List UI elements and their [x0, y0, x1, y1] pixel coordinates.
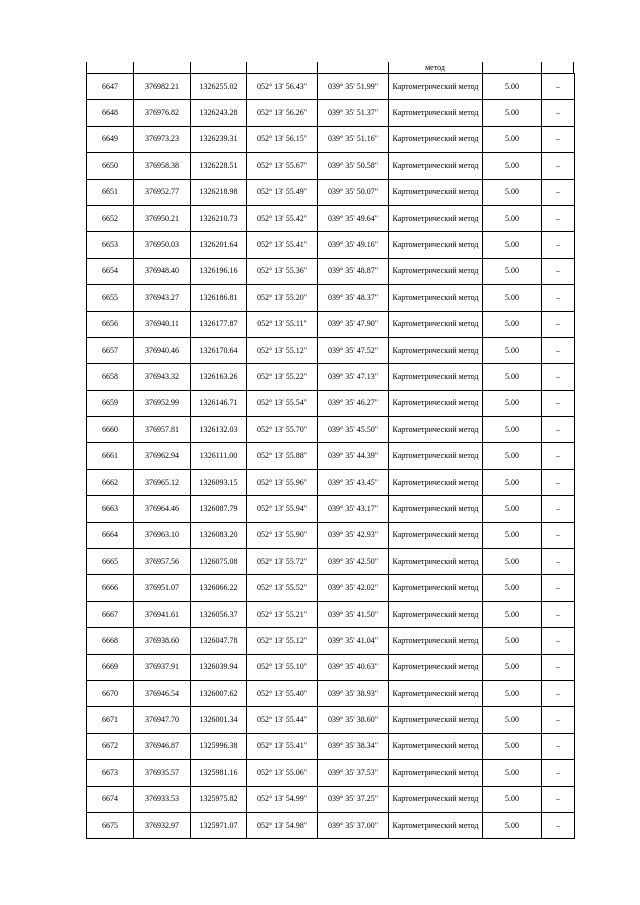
accuracy-cell: 5.00	[483, 575, 542, 601]
x-coordinate-cell: 376962.94	[134, 443, 191, 469]
y-coordinate-cell: 1326056.37	[191, 601, 247, 627]
y-coordinate-cell: 1325971.07	[191, 812, 247, 838]
method-cell: Картометрический метод	[389, 654, 483, 680]
longitude-cell: 039° 35' 41.04"	[318, 628, 389, 654]
latitude-cell: 052° 13' 55.12"	[247, 628, 318, 654]
x-coordinate-cell: 376950.03	[134, 232, 191, 258]
note-cell: –	[542, 733, 575, 759]
note-cell: –	[542, 232, 575, 258]
accuracy-cell: 5.00	[483, 628, 542, 654]
latitude-cell: 052° 13' 54.99"	[247, 786, 318, 812]
longitude-cell: 039° 35' 37.00"	[318, 812, 389, 838]
table-row	[87, 733, 575, 759]
y-coordinate-cell: 1326007.62	[191, 680, 247, 706]
method-cell: Картометрический метод	[389, 443, 483, 469]
latitude-cell: 052° 13' 55.67"	[247, 153, 318, 179]
method-cell: Картометрический метод	[389, 258, 483, 284]
longitude-cell: 039° 35' 44.39"	[318, 443, 389, 469]
table-row	[87, 258, 575, 284]
table-row	[87, 601, 575, 627]
latitude-cell: 052° 13' 55.40"	[247, 680, 318, 706]
note-cell: –	[542, 760, 575, 786]
accuracy-cell: 5.00	[483, 733, 542, 759]
note-cell: –	[542, 311, 575, 337]
coordinates-table	[86, 73, 575, 839]
point-number-cell: 6675	[87, 812, 134, 838]
longitude-cell: 039° 35' 43.45"	[318, 469, 389, 495]
note-cell: –	[542, 522, 575, 548]
point-number-cell: 6657	[87, 337, 134, 363]
longitude-cell: 039° 35' 37.25"	[318, 786, 389, 812]
point-number-cell: 6651	[87, 179, 134, 205]
y-coordinate-cell: 1325981.16	[191, 760, 247, 786]
accuracy-cell: 5.00	[483, 285, 542, 311]
method-cell: Картометрический метод	[389, 74, 483, 100]
table-row	[87, 153, 575, 179]
note-cell: –	[542, 680, 575, 706]
point-number-cell: 6663	[87, 496, 134, 522]
method-cell: Картометрический метод	[389, 496, 483, 522]
x-coordinate-cell: 376946.87	[134, 733, 191, 759]
longitude-cell: 039° 35' 38.34"	[318, 733, 389, 759]
latitude-cell: 052° 13' 55.41"	[247, 733, 318, 759]
note-cell: –	[542, 205, 575, 231]
point-number-cell: 6667	[87, 601, 134, 627]
accuracy-cell: 5.00	[483, 707, 542, 733]
latitude-cell: 052° 13' 55.21"	[247, 601, 318, 627]
x-coordinate-cell: 376964.46	[134, 496, 191, 522]
note-cell: –	[542, 390, 575, 416]
longitude-cell: 039° 35' 46.27"	[318, 390, 389, 416]
point-number-cell: 6647	[87, 74, 134, 100]
y-coordinate-cell: 1326239.31	[191, 126, 247, 152]
y-coordinate-cell: 1326163.26	[191, 364, 247, 390]
method-cell: Картометрический метод	[389, 760, 483, 786]
note-cell: –	[542, 417, 575, 443]
longitude-cell: 039° 35' 38.93"	[318, 680, 389, 706]
x-coordinate-cell: 376933.53	[134, 786, 191, 812]
y-coordinate-cell: 1325975.82	[191, 786, 247, 812]
y-coordinate-cell: 1326001.34	[191, 707, 247, 733]
y-coordinate-cell: 1326218.98	[191, 179, 247, 205]
method-cell: Картометрический метод	[389, 786, 483, 812]
table-row	[87, 628, 575, 654]
point-number-cell: 6656	[87, 311, 134, 337]
point-number-cell: 6660	[87, 417, 134, 443]
accuracy-cell: 5.00	[483, 74, 542, 100]
accuracy-cell: 5.00	[483, 760, 542, 786]
latitude-cell: 052° 13' 56.43"	[247, 74, 318, 100]
note-cell: –	[542, 337, 575, 363]
y-coordinate-cell: 1326111.00	[191, 443, 247, 469]
accuracy-cell: 5.00	[483, 311, 542, 337]
method-cell: Картометрический метод	[389, 364, 483, 390]
method-cell: Картометрический метод	[389, 337, 483, 363]
latitude-cell: 052° 13' 55.36"	[247, 258, 318, 284]
latitude-cell: 052° 13' 56.15"	[247, 126, 318, 152]
table-row	[87, 496, 575, 522]
note-cell: –	[542, 628, 575, 654]
x-coordinate-cell: 376932.97	[134, 812, 191, 838]
longitude-cell: 039° 35' 51.16"	[318, 126, 389, 152]
y-coordinate-cell: 1326087.79	[191, 496, 247, 522]
accuracy-cell: 5.00	[483, 390, 542, 416]
latitude-cell: 052° 13' 55.70"	[247, 417, 318, 443]
method-cell: Картометрический метод	[389, 733, 483, 759]
accuracy-cell: 5.00	[483, 364, 542, 390]
note-cell: –	[542, 786, 575, 812]
longitude-cell: 039° 35' 37.53"	[318, 760, 389, 786]
y-coordinate-cell: 1326243.28	[191, 100, 247, 126]
x-coordinate-cell: 376946.54	[134, 680, 191, 706]
table-row	[87, 311, 575, 337]
accuracy-cell: 5.00	[483, 786, 542, 812]
latitude-cell: 052° 13' 55.44"	[247, 707, 318, 733]
latitude-cell: 052° 13' 55.20"	[247, 285, 318, 311]
accuracy-cell: 5.00	[483, 179, 542, 205]
y-coordinate-cell: 1325996.38	[191, 733, 247, 759]
accuracy-cell: 5.00	[483, 469, 542, 495]
table-row	[87, 575, 575, 601]
note-cell: –	[542, 74, 575, 100]
accuracy-cell: 5.00	[483, 601, 542, 627]
x-coordinate-cell: 376940.46	[134, 337, 191, 363]
y-coordinate-cell: 1326255.02	[191, 74, 247, 100]
table-row	[87, 680, 575, 706]
accuracy-cell: 5.00	[483, 337, 542, 363]
accuracy-cell: 5.00	[483, 258, 542, 284]
note-cell: –	[542, 100, 575, 126]
x-coordinate-cell: 376976.82	[134, 100, 191, 126]
note-cell: –	[542, 153, 575, 179]
longitude-cell: 039° 35' 47.90"	[318, 311, 389, 337]
x-coordinate-cell: 376935.57	[134, 760, 191, 786]
x-coordinate-cell: 376952.99	[134, 390, 191, 416]
accuracy-cell: 5.00	[483, 232, 542, 258]
method-cell: Картометрический метод	[389, 100, 483, 126]
accuracy-cell: 5.00	[483, 153, 542, 179]
longitude-cell: 039° 35' 42.93"	[318, 522, 389, 548]
longitude-cell: 039° 35' 38.60"	[318, 707, 389, 733]
latitude-cell: 052° 13' 55.42"	[247, 205, 318, 231]
method-cell: Картометрический метод	[389, 417, 483, 443]
accuracy-cell: 5.00	[483, 522, 542, 548]
table-row	[87, 337, 575, 363]
note-cell: –	[542, 575, 575, 601]
y-coordinate-cell: 1326228.51	[191, 153, 247, 179]
point-number-cell: 6658	[87, 364, 134, 390]
continued-method-text: метод	[425, 63, 445, 72]
accuracy-cell: 5.00	[483, 100, 542, 126]
table-row	[87, 443, 575, 469]
point-number-cell: 6666	[87, 575, 134, 601]
note-cell: –	[542, 601, 575, 627]
table-row	[87, 232, 575, 258]
x-coordinate-cell: 376938.60	[134, 628, 191, 654]
y-coordinate-cell: 1326132.03	[191, 417, 247, 443]
latitude-cell: 052° 13' 54.98"	[247, 812, 318, 838]
x-coordinate-cell: 376965.12	[134, 469, 191, 495]
latitude-cell: 052° 13' 56.26"	[247, 100, 318, 126]
table-row	[87, 390, 575, 416]
method-cell: Картометрический метод	[389, 812, 483, 838]
table-row	[87, 786, 575, 812]
note-cell: –	[542, 126, 575, 152]
method-cell: Картометрический метод	[389, 390, 483, 416]
method-cell: Картометрический метод	[389, 285, 483, 311]
point-number-cell: 6664	[87, 522, 134, 548]
point-number-cell: 6669	[87, 654, 134, 680]
method-cell: Картометрический метод	[389, 126, 483, 152]
longitude-cell: 039° 35' 47.13"	[318, 364, 389, 390]
point-number-cell: 6665	[87, 549, 134, 575]
note-cell: –	[542, 179, 575, 205]
table-row	[87, 707, 575, 733]
table-row	[87, 74, 575, 100]
y-coordinate-cell: 1326039.94	[191, 654, 247, 680]
note-cell: –	[542, 549, 575, 575]
accuracy-cell: 5.00	[483, 205, 542, 231]
table-row	[87, 522, 575, 548]
note-cell: –	[542, 469, 575, 495]
latitude-cell: 052° 13' 55.49"	[247, 179, 318, 205]
note-cell: –	[542, 812, 575, 838]
method-cell: Картометрический метод	[389, 232, 483, 258]
latitude-cell: 052° 13' 55.88"	[247, 443, 318, 469]
y-coordinate-cell: 1326196.16	[191, 258, 247, 284]
method-cell: Картометрический метод	[389, 680, 483, 706]
point-number-cell: 6661	[87, 443, 134, 469]
method-cell: Картометрический метод	[389, 205, 483, 231]
table-row	[87, 126, 575, 152]
accuracy-cell: 5.00	[483, 654, 542, 680]
longitude-cell: 039° 35' 49.16"	[318, 232, 389, 258]
note-cell: –	[542, 654, 575, 680]
y-coordinate-cell: 1326210.73	[191, 205, 247, 231]
table-row	[87, 760, 575, 786]
point-number-cell: 6648	[87, 100, 134, 126]
y-coordinate-cell: 1326201.64	[191, 232, 247, 258]
y-coordinate-cell: 1326075.08	[191, 549, 247, 575]
x-coordinate-cell: 376973.23	[134, 126, 191, 152]
x-coordinate-cell: 376937.91	[134, 654, 191, 680]
point-number-cell: 6659	[87, 390, 134, 416]
table-row	[87, 179, 575, 205]
point-number-cell: 6673	[87, 760, 134, 786]
point-number-cell: 6653	[87, 232, 134, 258]
longitude-cell: 039° 35' 49.64"	[318, 205, 389, 231]
accuracy-cell: 5.00	[483, 680, 542, 706]
table-row	[87, 417, 575, 443]
point-number-cell: 6652	[87, 205, 134, 231]
method-cell: Картометрический метод	[389, 628, 483, 654]
point-number-cell: 6649	[87, 126, 134, 152]
x-coordinate-cell: 376952.77	[134, 179, 191, 205]
longitude-cell: 039° 35' 50.58"	[318, 153, 389, 179]
method-cell: Картометрический метод	[389, 469, 483, 495]
x-coordinate-cell: 376943.32	[134, 364, 191, 390]
method-cell: Картометрический метод	[389, 522, 483, 548]
accuracy-cell: 5.00	[483, 126, 542, 152]
y-coordinate-cell: 1326170.64	[191, 337, 247, 363]
x-coordinate-cell: 376963.10	[134, 522, 191, 548]
latitude-cell: 052° 13' 55.10"	[247, 654, 318, 680]
longitude-cell: 039° 35' 51.99"	[318, 74, 389, 100]
latitude-cell: 052° 13' 55.06"	[247, 760, 318, 786]
method-cell: Картометрический метод	[389, 311, 483, 337]
x-coordinate-cell: 376957.56	[134, 549, 191, 575]
table-row	[87, 100, 575, 126]
y-coordinate-cell: 1326047.78	[191, 628, 247, 654]
y-coordinate-cell: 1326066.22	[191, 575, 247, 601]
point-number-cell: 6650	[87, 153, 134, 179]
longitude-cell: 039° 35' 48.87"	[318, 258, 389, 284]
y-coordinate-cell: 1326177.87	[191, 311, 247, 337]
longitude-cell: 039° 35' 50.07"	[318, 179, 389, 205]
latitude-cell: 052° 13' 55.11"	[247, 311, 318, 337]
latitude-cell: 052° 13' 55.96"	[247, 469, 318, 495]
x-coordinate-cell: 376958.38	[134, 153, 191, 179]
accuracy-cell: 5.00	[483, 812, 542, 838]
x-coordinate-cell: 376957.81	[134, 417, 191, 443]
x-coordinate-cell: 376951.07	[134, 575, 191, 601]
point-number-cell: 6671	[87, 707, 134, 733]
note-cell: –	[542, 443, 575, 469]
note-cell: –	[542, 707, 575, 733]
note-cell: –	[542, 364, 575, 390]
latitude-cell: 052° 13' 55.41"	[247, 232, 318, 258]
y-coordinate-cell: 1326083.20	[191, 522, 247, 548]
method-cell: Картометрический метод	[389, 707, 483, 733]
table-row	[87, 549, 575, 575]
point-number-cell: 6662	[87, 469, 134, 495]
continued-row-fragment	[86, 62, 574, 73]
method-cell: Картометрический метод	[389, 179, 483, 205]
point-number-cell: 6672	[87, 733, 134, 759]
longitude-cell: 039° 35' 48.37"	[318, 285, 389, 311]
latitude-cell: 052° 13' 55.52"	[247, 575, 318, 601]
table-row	[87, 469, 575, 495]
longitude-cell: 039° 35' 45.50"	[318, 417, 389, 443]
accuracy-cell: 5.00	[483, 549, 542, 575]
accuracy-cell: 5.00	[483, 417, 542, 443]
latitude-cell: 052° 13' 55.72"	[247, 549, 318, 575]
latitude-cell: 052° 13' 55.12"	[247, 337, 318, 363]
method-cell: Картометрический метод	[389, 549, 483, 575]
note-cell: –	[542, 285, 575, 311]
accuracy-cell: 5.00	[483, 443, 542, 469]
table-row	[87, 812, 575, 838]
y-coordinate-cell: 1326186.81	[191, 285, 247, 311]
longitude-cell: 039° 35' 41.50"	[318, 601, 389, 627]
x-coordinate-cell: 376948.40	[134, 258, 191, 284]
note-cell: –	[542, 496, 575, 522]
point-number-cell: 6674	[87, 786, 134, 812]
latitude-cell: 052° 13' 55.54"	[247, 390, 318, 416]
latitude-cell: 052° 13' 55.22"	[247, 364, 318, 390]
longitude-cell: 039° 35' 42.50"	[318, 549, 389, 575]
x-coordinate-cell: 376982.21	[134, 74, 191, 100]
longitude-cell: 039° 35' 42.02"	[318, 575, 389, 601]
method-cell: Картометрический метод	[389, 153, 483, 179]
accuracy-cell: 5.00	[483, 496, 542, 522]
table-row	[87, 654, 575, 680]
x-coordinate-cell: 376943.27	[134, 285, 191, 311]
table-row	[87, 205, 575, 231]
longitude-cell: 039° 35' 40.63"	[318, 654, 389, 680]
longitude-cell: 039° 35' 51.37"	[318, 100, 389, 126]
method-cell: Картометрический метод	[389, 575, 483, 601]
point-number-cell: 6655	[87, 285, 134, 311]
longitude-cell: 039° 35' 43.17"	[318, 496, 389, 522]
x-coordinate-cell: 376941.61	[134, 601, 191, 627]
table-row	[87, 364, 575, 390]
point-number-cell: 6668	[87, 628, 134, 654]
x-coordinate-cell: 376947.70	[134, 707, 191, 733]
note-cell: –	[542, 258, 575, 284]
latitude-cell: 052° 13' 55.90"	[247, 522, 318, 548]
latitude-cell: 052° 13' 55.94"	[247, 496, 318, 522]
x-coordinate-cell: 376940.11	[134, 311, 191, 337]
point-number-cell: 6654	[87, 258, 134, 284]
x-coordinate-cell: 376950.21	[134, 205, 191, 231]
y-coordinate-cell: 1326146.71	[191, 390, 247, 416]
longitude-cell: 039° 35' 47.52"	[318, 337, 389, 363]
point-number-cell: 6670	[87, 680, 134, 706]
table-row	[87, 285, 575, 311]
y-coordinate-cell: 1326093.15	[191, 469, 247, 495]
method-cell: Картометрический метод	[389, 601, 483, 627]
